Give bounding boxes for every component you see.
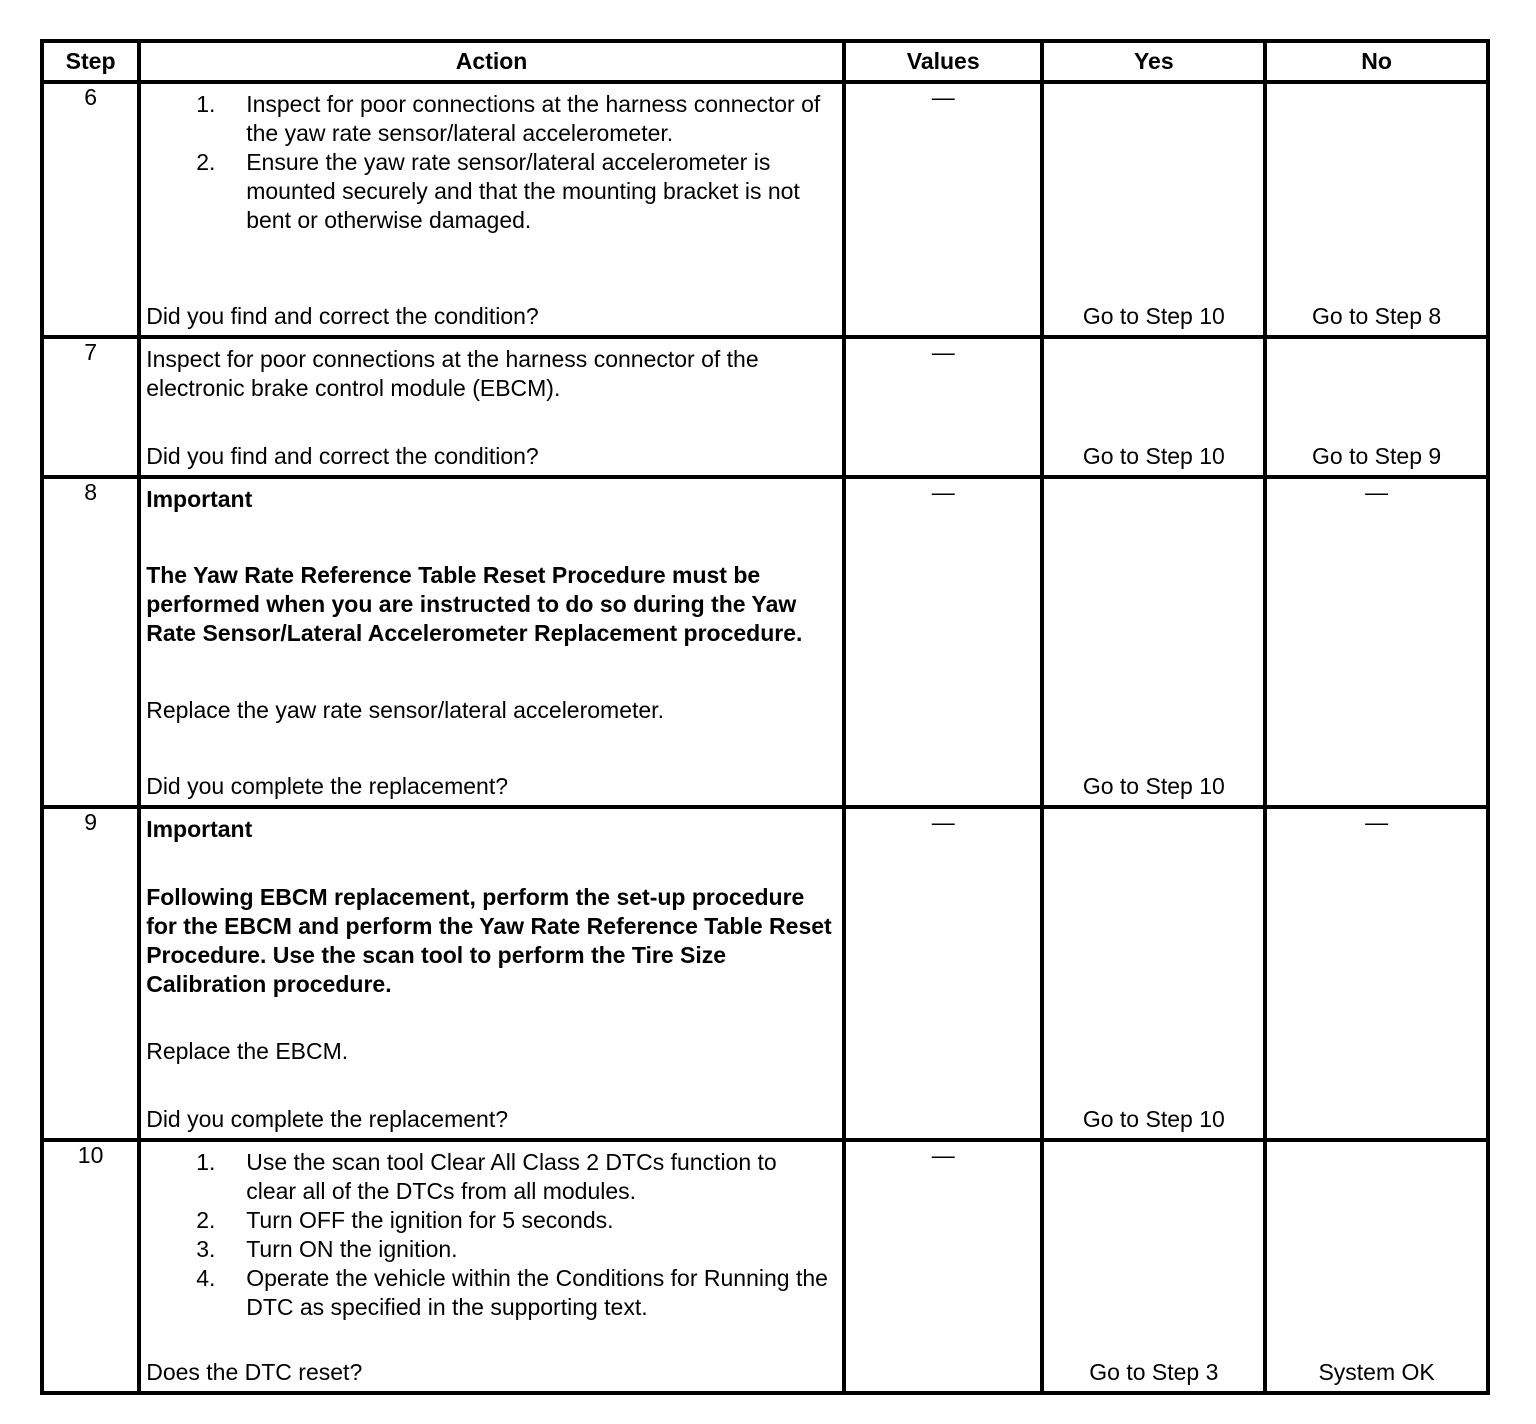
values-cell: — — [844, 1140, 1042, 1393]
diagnostic-table — [40, 39, 1490, 1395]
list-item: 4. Operate the vehicle within the Conditions for Running the DTC as specified in the supporting text. — [196, 1265, 828, 1320]
no-link: Go to Step 8 — [1312, 303, 1442, 329]
list-item: 2. Turn OFF the ignition for 5 seconds. — [196, 1207, 614, 1233]
no-cell: — — [1265, 807, 1488, 1140]
yes-cell — [1042, 337, 1265, 477]
header-values: Values — [844, 41, 1042, 82]
action-question: Did you complete the replacement? — [146, 772, 509, 799]
action-list — [146, 90, 832, 235]
yes-cell — [1042, 82, 1265, 337]
list-item: 3. Turn ON the ignition. — [196, 1236, 458, 1262]
header-step: Step — [42, 41, 139, 82]
header-action: Action — [139, 41, 844, 82]
action-list — [146, 1148, 832, 1322]
step-number: 8 — [42, 477, 139, 807]
table-row — [42, 82, 1488, 337]
values-cell: — — [844, 477, 1042, 807]
step-number: 6 — [42, 82, 139, 337]
no-link: System OK — [1318, 1359, 1435, 1385]
action-cell — [139, 1140, 844, 1393]
action-text: Replace the yaw rate sensor/lateral accelerometer. — [146, 696, 664, 723]
action-question: Did you find and correct the condition? — [146, 303, 539, 329]
table-row — [42, 337, 1488, 477]
table-row — [42, 477, 1488, 807]
step-number: 7 — [42, 337, 139, 477]
action-text: Replace the EBCM. — [146, 1038, 349, 1065]
yes-link: Go to Step 10 — [1082, 443, 1225, 469]
important-label: Important — [146, 486, 253, 512]
no-cell — [1265, 82, 1488, 337]
action-cell — [139, 477, 844, 807]
action-question: Did you find and correct the condition? — [146, 443, 539, 469]
list-item: 1. Inspect for poor connections at the harness connector of the yaw rate sensor/lateral accelerometer. — [196, 91, 821, 146]
yes-link: Go to Step 10 — [1082, 303, 1225, 329]
no-link: Go to Step 9 — [1312, 443, 1442, 469]
yes-link: Go to Step 10 — [1082, 1106, 1225, 1132]
values-cell: — — [844, 807, 1042, 1140]
no-cell — [1265, 1140, 1488, 1393]
action-question: Did you complete the replacement? — [146, 1105, 509, 1132]
important-note: Following EBCM replacement, perform the set-up procedure for the EBCM and perform the Yaw Rate Reference Table Reset Procedure. Use the scan tool to perform the Tire Size Calibration procedure. — [146, 883, 832, 997]
no-cell — [1265, 337, 1488, 477]
action-cell — [139, 337, 844, 477]
action-text: Inspect for poor connections at the harness connector of the electronic brake control module (EBCM). — [146, 346, 759, 401]
header-no: No — [1265, 41, 1488, 82]
list-item: 2. Ensure the yaw rate sensor/lateral accelerometer is mounted securely and that the mounting bracket is not bent or otherwise damaged. — [196, 149, 800, 233]
values-cell: — — [844, 337, 1042, 477]
action-cell — [139, 807, 844, 1140]
table-row — [42, 807, 1488, 1140]
yes-cell — [1042, 807, 1265, 1140]
table-row — [42, 1140, 1488, 1393]
step-number: 10 — [42, 1140, 139, 1393]
yes-cell — [1042, 1140, 1265, 1393]
yes-link: Go to Step 3 — [1089, 1359, 1219, 1385]
important-label: Important — [146, 816, 253, 842]
list-item: 1. Use the scan tool Clear All Class 2 DTCs function to clear all of the DTCs from all modules. — [196, 1149, 777, 1204]
values-cell: — — [844, 82, 1042, 337]
header-row — [42, 41, 1488, 82]
important-note: The Yaw Rate Reference Table Reset Procedure must be performed when you are instructed to do so during the Yaw Rate Sensor/Lateral Accelerometer Replacement procedure. — [146, 562, 803, 647]
no-cell: — — [1265, 477, 1488, 807]
yes-cell — [1042, 477, 1265, 807]
step-number: 9 — [42, 807, 139, 1140]
action-cell — [139, 82, 844, 337]
action-question: Does the DTC reset? — [146, 1359, 363, 1385]
yes-link: Go to Step 10 — [1082, 773, 1225, 799]
header-yes: Yes — [1042, 41, 1265, 82]
